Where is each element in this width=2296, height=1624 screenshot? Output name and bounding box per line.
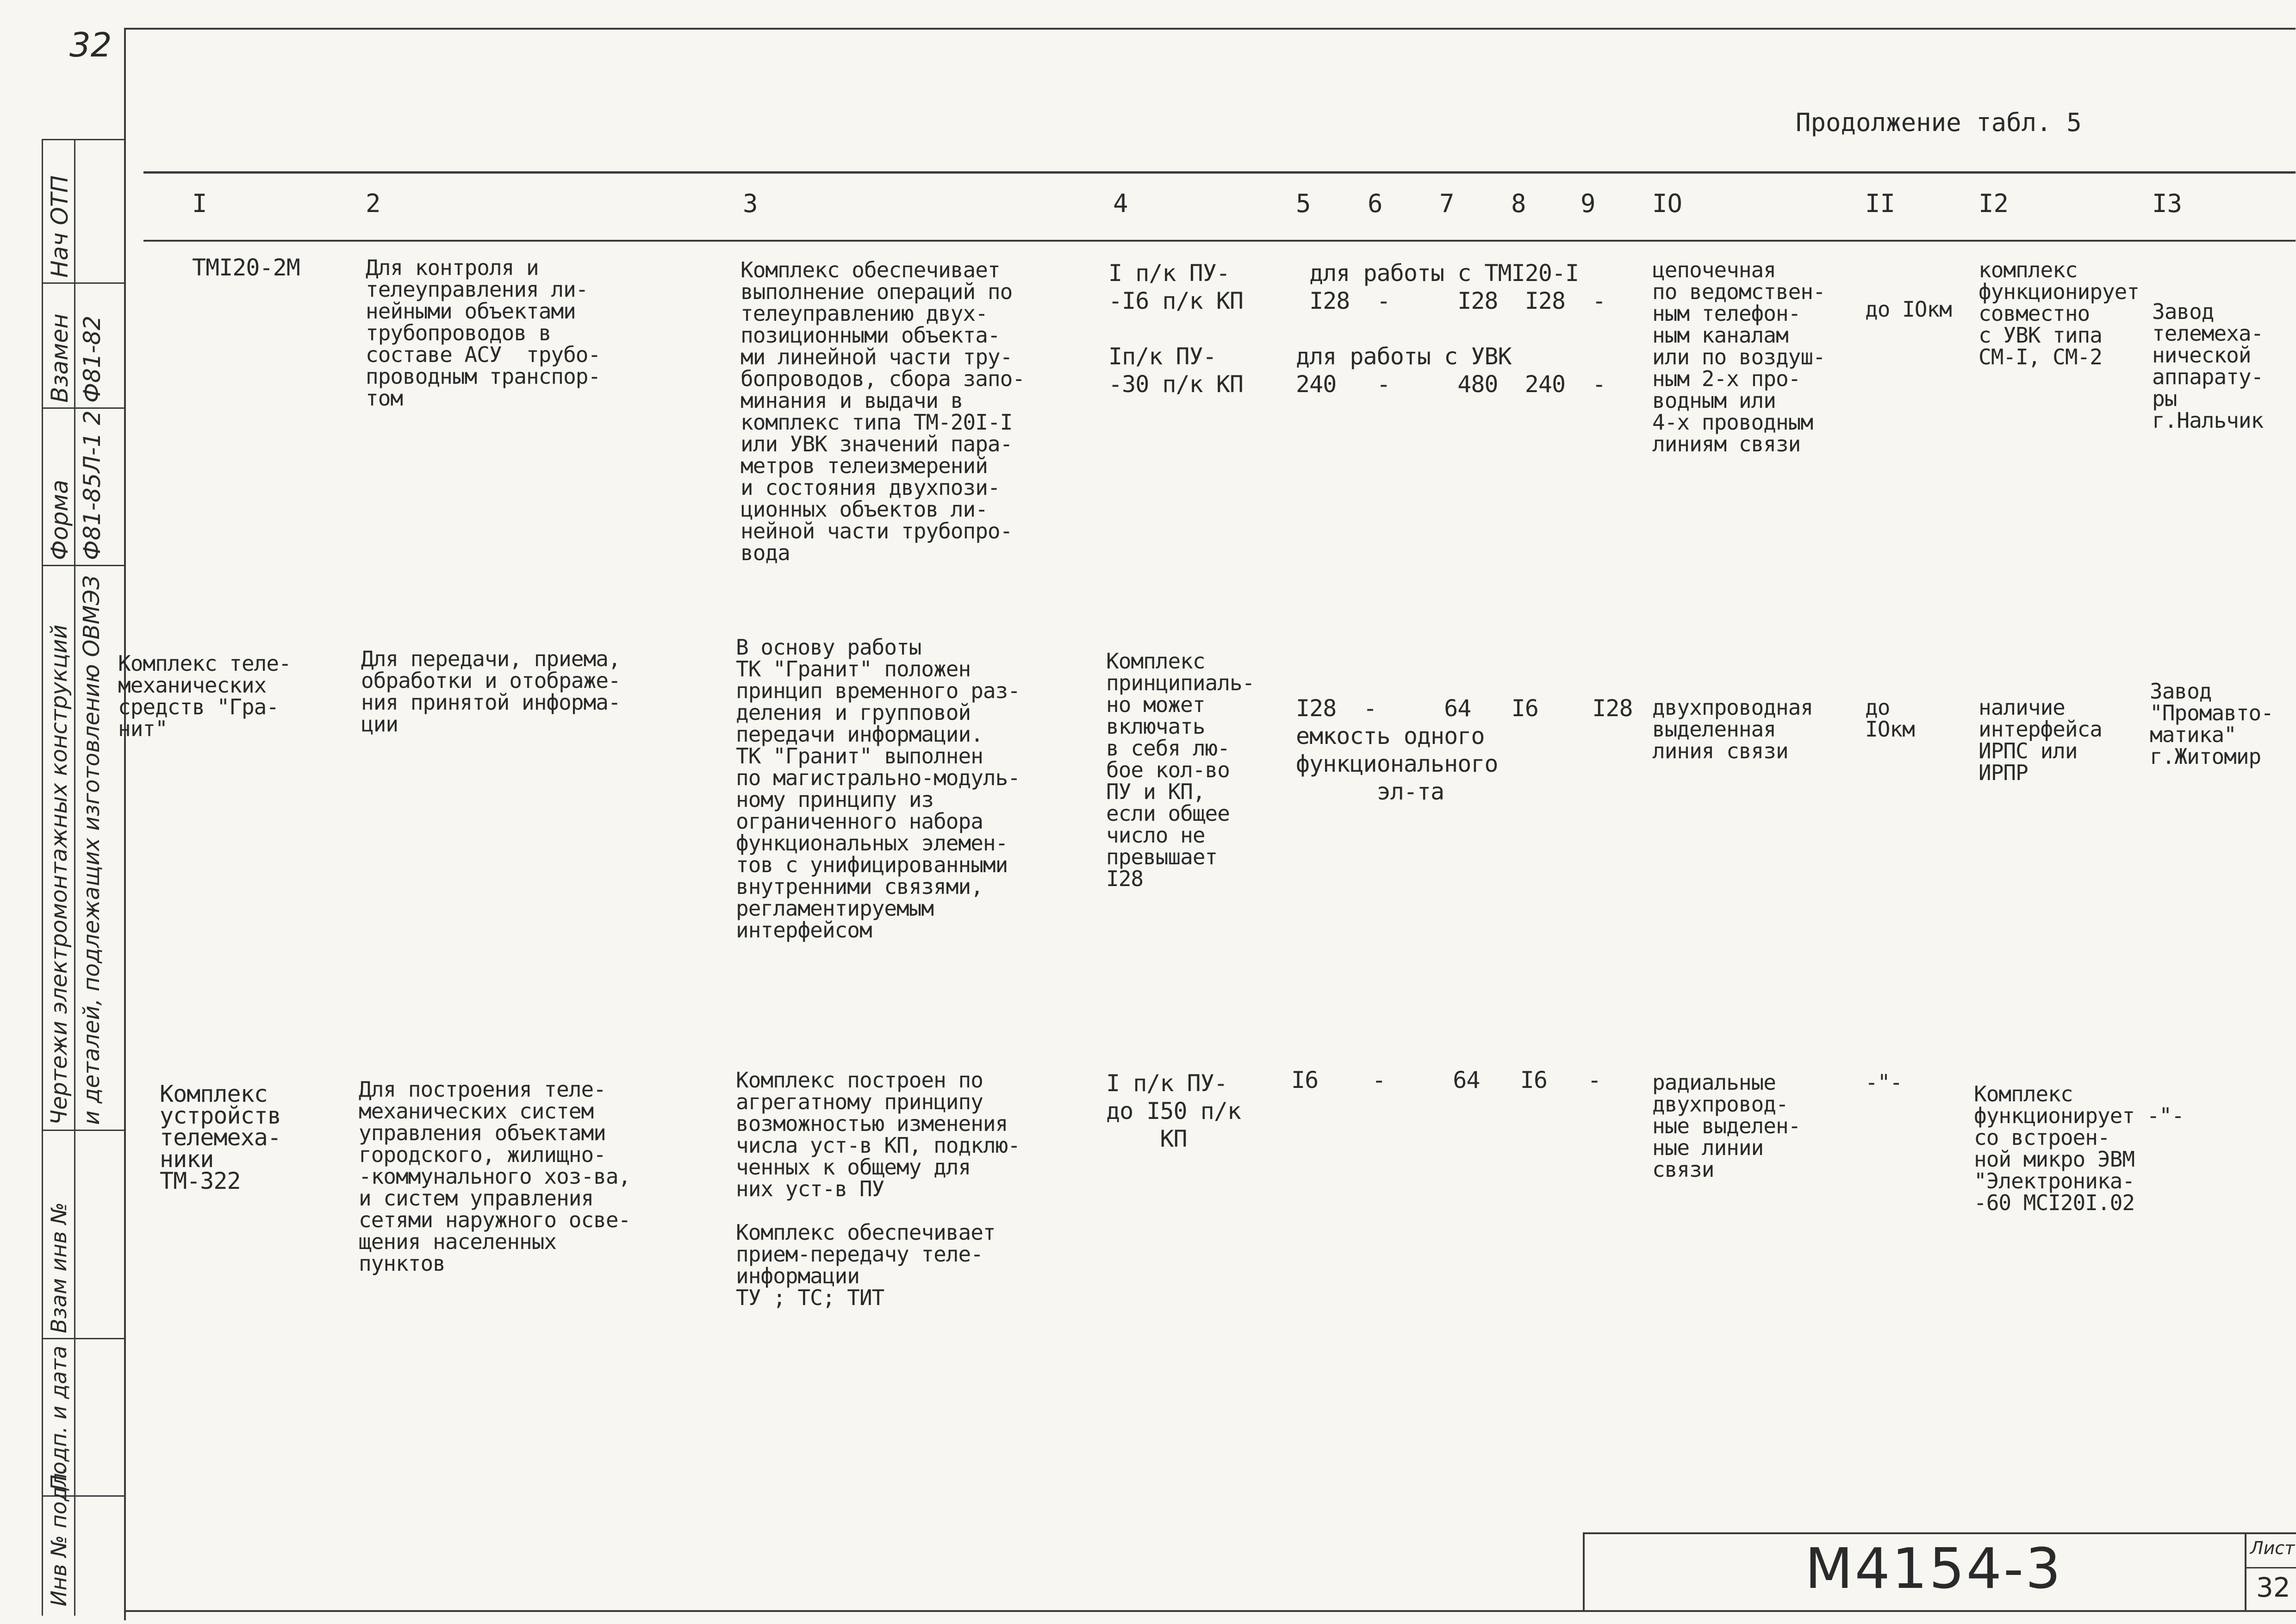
row2-purpose: Для передачи, приема, обработки и отображе- ния принятой информа- ции [361, 646, 621, 737]
frame-bottom-line [124, 1610, 2296, 1612]
row1-params: для работы с ТМI20-I I28 - I28 I28 - для работы с УВК 240 - 480 240 - [1296, 260, 1606, 398]
row3-params: I6 - 64 I6 - [1291, 1067, 1601, 1093]
col-header-9: 9 [1580, 189, 1596, 218]
row1-name: TMI20-2M [192, 254, 300, 281]
col-header-1: I [192, 189, 207, 218]
margin-title-line1: Чертежи электромонтажных конструкций [46, 625, 72, 1125]
header-bottom-line [143, 240, 2296, 242]
row1-channel: цепочечная по ведомствен- ным телефон- ным каналам или по воздуш- ным 2-х про- водным или 4-х проводным линиям связи [1652, 257, 1825, 456]
row1-manufacturer: Завод телемеха- нической аппарату- ры г.Нальчик [2152, 299, 2264, 433]
frame-top-line [125, 28, 2296, 30]
col-header-13: I3 [2152, 189, 2183, 218]
col-header-5: 5 [1296, 189, 1311, 218]
row1-range: до IOкм [1865, 297, 1952, 322]
titleblock-left [1583, 1532, 1585, 1611]
col-header-10: IO [1652, 189, 1683, 218]
row1-description: Комплекс обеспечивает выполнение операций по телеуправлению двух- позиционными объекта- ми линейной части тру- бопроводов, сбора запо- минания и выдачи в комплекс типа ТМ-20I-I или УВК значений пара- метров телеизмерений и состояния двухпози- ционных объектов ли- нейной части трубопро- вода [740, 257, 1025, 565]
margin-div-4 [42, 1130, 125, 1131]
row3-purpose: Для построения теле- механических систем управления объектами городского, жилищно- -коммунального хоз-ва, и систем управления сетями наружного осве- щения населенных пунктов [359, 1077, 631, 1276]
sheet-label: Лист [2250, 1538, 2295, 1558]
margin-div-2 [42, 407, 125, 409]
row3-description: Комплекс построен по агрегатному принципу возможностью изменения числа уст-в КП, подклю- ченных к общему для них уст-в ПУ Комплекс обеспечивает прием-передачу теле- информации ТУ ; ТС; ТИТ [736, 1068, 1020, 1310]
col-header-3: 3 [743, 189, 758, 218]
margin-label-podp: Подп. и дата [46, 1345, 71, 1491]
margin-inner-line [74, 139, 75, 1616]
margin-title-line2: и деталей, подлежащих изготовлению ОВМЭЗ [79, 575, 105, 1125]
col-header-7: 7 [1439, 189, 1455, 218]
titleblock-sheet-hdiv [2245, 1567, 2296, 1568]
margin-label-nach: Нач ОТП [46, 175, 73, 278]
row3-capacity: I п/к ПУ- до I50 п/к КП [1106, 1070, 1241, 1152]
titleblock-top [1583, 1532, 2296, 1534]
margin-div-5 [42, 1338, 125, 1339]
margin-top-line [42, 139, 125, 140]
row1-purpose: Для контроля и телеуправления ли- нейными объектами трубопроводов в составе АСУ трубо- проводным транспор- том [366, 255, 601, 411]
document-code: М4154-3 [1805, 1537, 2063, 1601]
row3-compat: Комплекс функционирует -"- со встроен- ной микро ЭВМ "Электроника- -60 МСI20I.02 [1974, 1081, 2184, 1215]
row2-params: I28 - 64 I6 I28 емкость одного функционального эл-та [1296, 695, 1633, 805]
row1-compat: комплекс функционирует совместно с УВК типа СМ-I, СМ-2 [1979, 257, 2140, 369]
col-header-6: 6 [1368, 189, 1383, 218]
col-header-12: I2 [1979, 189, 2009, 218]
margin-label-forma-code: Ф81-85Л-1 2 [79, 410, 106, 560]
col-header-11: II [1865, 189, 1896, 218]
row3-channel: радиальные двухпровод- ные выделен- ные линии связи [1652, 1070, 1801, 1182]
margin-label-vzam-inv: Взам инв № [46, 1202, 71, 1333]
margin-label-forma: Форма [46, 480, 73, 560]
corner-page-number: 32 [69, 25, 112, 64]
row2-capacity: Комплекс принципиаль- но может включать в себя лю- бое кол-во ПУ и КП, если общее число не превышает I28 [1106, 649, 1255, 891]
margin-div-3 [42, 565, 125, 566]
margin-left-line [42, 139, 43, 1616]
row3-name: Комплекс устройств телемеха- ники ТМ-322 [160, 1081, 281, 1194]
row2-manufacturer: Завод "Промавто- матика" г.Житомир [2150, 679, 2273, 769]
col-header-4: 4 [1113, 189, 1128, 218]
sheet-number: 32 [2256, 1572, 2290, 1603]
margin-label-vzamen-code: Ф81-82 [79, 315, 106, 403]
col-header-8: 8 [1511, 189, 1526, 218]
margin-label-inv-podl: Инв № подл. [46, 1466, 71, 1606]
frame-left-line [124, 28, 126, 1620]
continuation-label: Продолжение табл. 5 [1796, 108, 2082, 137]
col-header-2: 2 [366, 189, 381, 218]
row2-description: В основу работы ТК "Гранит" положен принцип временного раз- деления и групповой передачи информации. ТК "Гранит" выполнен по магистрально-модуль- ному принципу из ограниченного набора функциональных элемен- тов с унифицированными внутренними связями, регламентируемым интерфейсом [736, 635, 1020, 943]
row2-channel: двухпроводная выделенная линия связи [1652, 695, 1813, 763]
margin-div-1 [42, 282, 125, 284]
margin-label-vzamen: Взамен [46, 313, 73, 403]
row2-range: до IOкм [1865, 695, 1915, 742]
header-top-line [143, 171, 2296, 174]
row3-range: -"- [1865, 1070, 1903, 1095]
row1-capacity: I п/к ПУ- -I6 п/к КП Iп/к ПУ- -30 п/к КП [1108, 260, 1244, 398]
row2-name: Комплекс теле- механических средств "Гра- нит" [118, 651, 291, 741]
row2-compat: наличие интерфейса ИРПС или ИРПР [1979, 695, 2102, 785]
titleblock-sheet-div [2245, 1532, 2246, 1611]
